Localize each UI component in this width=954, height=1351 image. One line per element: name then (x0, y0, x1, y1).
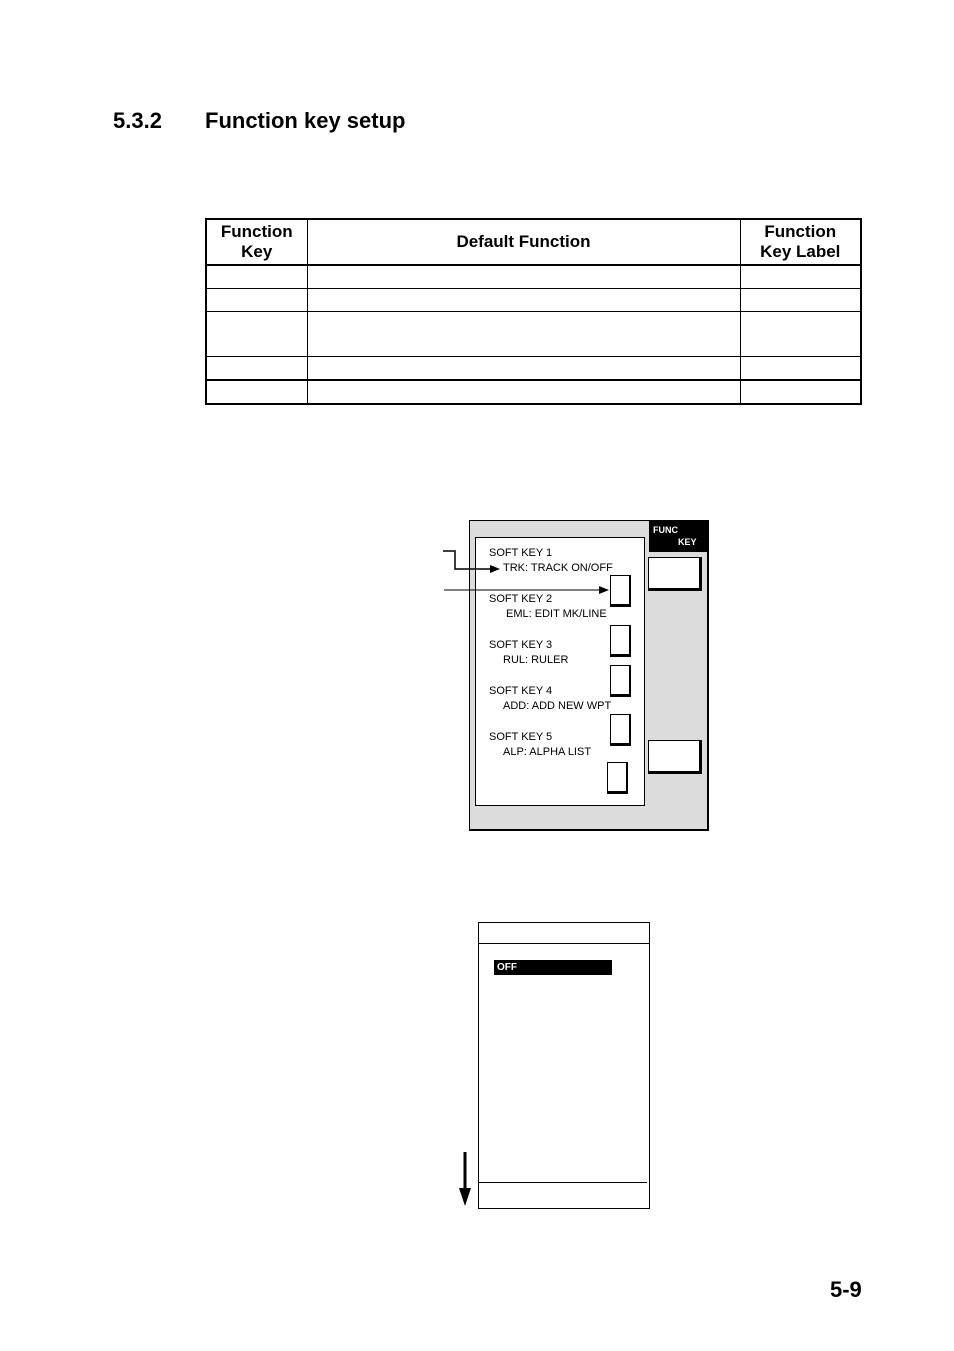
arrow-head-2 (599, 586, 609, 594)
soft-key-2-button[interactable] (610, 625, 631, 657)
callout-arrows (440, 545, 615, 600)
down-arrow-icon (455, 1150, 475, 1208)
side-key-1[interactable] (648, 557, 702, 591)
header-function-key (206, 219, 307, 265)
side-key-2[interactable] (648, 740, 702, 774)
function-key-table (205, 218, 862, 405)
header-default-function (307, 219, 740, 265)
soft-key-5-name: SOFT KEY 5 (489, 731, 553, 743)
arrow-callout-1 (443, 551, 494, 569)
soft-key-2-value: EML: EDIT MK/LINE (506, 608, 607, 620)
func-key-tab-line1: FUNC (653, 525, 678, 535)
header-function-key-label: Function Key (220, 222, 293, 261)
section-number: 5.3.2 (113, 108, 162, 133)
table-row (206, 265, 861, 289)
soft-key-3-value: RUL: RULER (503, 654, 569, 666)
func-key-tab-line2: KEY (678, 537, 697, 547)
soft-key-4-name: SOFT KEY 4 (489, 685, 553, 697)
soft-key-1-value: TRK: TRACK ON/OFF (503, 562, 613, 574)
page-number: 5-9 (830, 1277, 862, 1302)
header-key-label-label: Function Key Label (760, 222, 841, 261)
soft-key-5-value: ALP: ALPHA LIST (503, 746, 592, 758)
table-row (206, 289, 861, 312)
table-row (206, 380, 861, 404)
table-row (206, 357, 861, 381)
soft-key-5-button[interactable] (607, 762, 628, 794)
option-menu-title-bar (479, 923, 649, 944)
table-row (206, 312, 861, 357)
section-title: Function key setup (205, 108, 406, 133)
header-default-function-label: Default Function (456, 232, 591, 251)
option-off-selected[interactable]: OFF (494, 960, 612, 975)
soft-key-3-name: SOFT KEY 3 (489, 639, 553, 651)
soft-key-2-name: SOFT KEY 2 (489, 593, 553, 605)
func-key-tab (649, 521, 707, 552)
arrow-head-1 (490, 565, 500, 573)
soft-key-1-name: SOFT KEY 1 (489, 547, 553, 559)
soft-key-3-button[interactable] (610, 665, 631, 697)
table-header-row (206, 219, 861, 265)
soft-key-4-value: ADD: ADD NEW WPT (503, 700, 612, 712)
header-function-key-label-col (740, 219, 861, 265)
soft-key-4-button[interactable] (610, 714, 631, 746)
option-menu-bottom-bar (479, 1182, 647, 1183)
